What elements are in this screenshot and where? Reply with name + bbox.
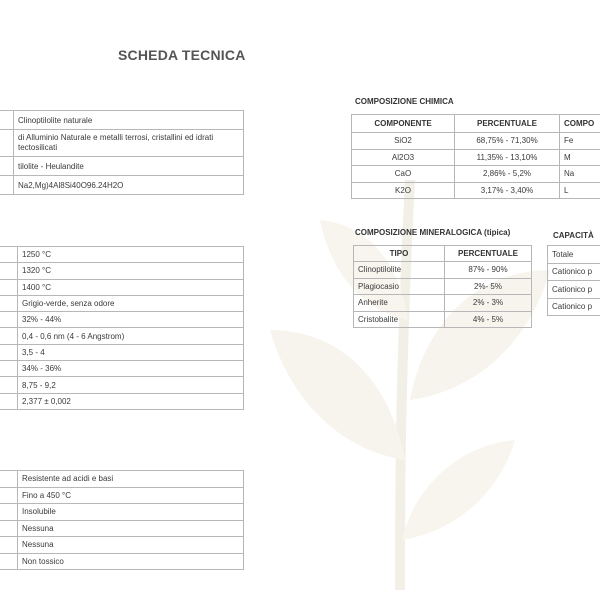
- property-value: 32% - 44%: [18, 312, 244, 328]
- column-header: COMPONENTE: [352, 115, 455, 133]
- table-row: [0, 361, 244, 377]
- table-row: [0, 328, 244, 344]
- table-row: [354, 295, 532, 312]
- table-row: [354, 262, 532, 279]
- component-extra: Fe: [560, 133, 600, 150]
- table-row: [354, 278, 532, 295]
- mineral-percentage: 4% - 5%: [445, 311, 532, 328]
- physical-properties-table: [0, 246, 244, 410]
- table-header-row: [352, 115, 600, 133]
- capacity-item: Totale: [548, 246, 600, 264]
- property-value: Non tossico: [18, 553, 244, 570]
- component-percentage: 2,86% - 5,2%: [455, 166, 560, 183]
- table-header-row: [354, 246, 532, 262]
- table-row: [0, 279, 244, 295]
- table-row: [0, 471, 244, 488]
- mineral-name: Anherite: [354, 295, 445, 312]
- property-value: 8,75 - 9,2: [18, 377, 244, 393]
- property-value: 1250 °C: [18, 247, 244, 263]
- mineral-name: Plagiocasio: [354, 278, 445, 295]
- capacity-table: [547, 245, 600, 316]
- table-row: [352, 166, 600, 183]
- description-value: di Alluminio Naturale e metalli terrosi, cristallini ed idrati tectosilicati: [14, 130, 244, 157]
- description-value: tilolite - Heulandite: [14, 157, 244, 176]
- chemical-composition-label: COMPOSIZIONE CHIMICA: [355, 97, 454, 106]
- table-row: [352, 149, 600, 166]
- table-row: [0, 537, 244, 554]
- table-row: [548, 263, 600, 281]
- property-value: Nessuna: [18, 537, 244, 554]
- property-value: Resistente ad acidi e basi: [18, 471, 244, 488]
- column-header: COMPO: [560, 115, 600, 133]
- property-value: 34% - 36%: [18, 361, 244, 377]
- page-title: SCHEDA TECNICA: [118, 47, 246, 63]
- mineral-name: Cristobalite: [354, 311, 445, 328]
- leaf-watermark-icon: [250, 160, 570, 600]
- table-row: [0, 130, 244, 157]
- property-value: 3,5 - 4: [18, 344, 244, 360]
- component-extra: M: [560, 149, 600, 166]
- mineralogical-composition-label: COMPOSIZIONE MINERALOGICA (tipica): [355, 228, 511, 237]
- description-value: Clinoptilolite naturale: [14, 111, 244, 130]
- table-row: [0, 504, 244, 521]
- column-header: PERCENTUALE: [455, 115, 560, 133]
- table-row: [354, 311, 532, 328]
- table-row: [0, 176, 244, 195]
- capacity-label: CAPACITÀ: [553, 231, 594, 240]
- component-name: K2O: [352, 182, 455, 199]
- table-row: [548, 298, 600, 316]
- description-value: Na2,Mg)4Al8Si40O96.24H2O: [14, 176, 244, 195]
- component-extra: Na: [560, 166, 600, 183]
- property-value: 1400 °C: [18, 279, 244, 295]
- table-row: [0, 344, 244, 360]
- table-row: [352, 182, 600, 199]
- table-row: [0, 263, 244, 279]
- table-row: [352, 133, 600, 150]
- property-value: 1320 °C: [18, 263, 244, 279]
- property-value: 2,377 ± 0,002: [18, 393, 244, 409]
- column-header: TIPO: [354, 246, 445, 262]
- table-row: [548, 281, 600, 299]
- capacity-item: Cationico p: [548, 263, 600, 281]
- property-value: Grigio-verde, senza odore: [18, 295, 244, 311]
- capacity-item: Cationico p: [548, 298, 600, 316]
- component-name: CaO: [352, 166, 455, 183]
- component-name: Al2O3: [352, 149, 455, 166]
- property-value: Fino a 450 °C: [18, 487, 244, 504]
- mineralogical-composition-table: [353, 245, 532, 328]
- chemical-properties-table: [0, 470, 244, 570]
- table-row: [0, 553, 244, 570]
- description-table: [0, 110, 244, 195]
- table-row: [0, 157, 244, 176]
- table-row: [0, 377, 244, 393]
- mineral-percentage: 2%- 5%: [445, 278, 532, 295]
- table-row: [0, 247, 244, 263]
- mineral-percentage: 87% - 90%: [445, 262, 532, 279]
- chemical-composition-table: [351, 114, 600, 199]
- table-row: [0, 111, 244, 130]
- table-row: [0, 520, 244, 537]
- component-percentage: 11,35% - 13,10%: [455, 149, 560, 166]
- component-name: SiO2: [352, 133, 455, 150]
- table-row: [0, 295, 244, 311]
- mineral-percentage: 2% - 3%: [445, 295, 532, 312]
- table-row: [0, 312, 244, 328]
- component-percentage: 3,17% - 3,40%: [455, 182, 560, 199]
- mineral-name: Clinoptilolite: [354, 262, 445, 279]
- table-row: [0, 393, 244, 409]
- table-row: [548, 246, 600, 264]
- capacity-item: Cationico p: [548, 281, 600, 299]
- component-percentage: 68,75% - 71,30%: [455, 133, 560, 150]
- property-value: 0,4 - 0,6 nm (4 - 6 Angstrom): [18, 328, 244, 344]
- property-value: Insolubile: [18, 504, 244, 521]
- column-header: PERCENTUALE: [445, 246, 532, 262]
- table-row: [0, 487, 244, 504]
- property-value: Nessuna: [18, 520, 244, 537]
- component-extra: L: [560, 182, 600, 199]
